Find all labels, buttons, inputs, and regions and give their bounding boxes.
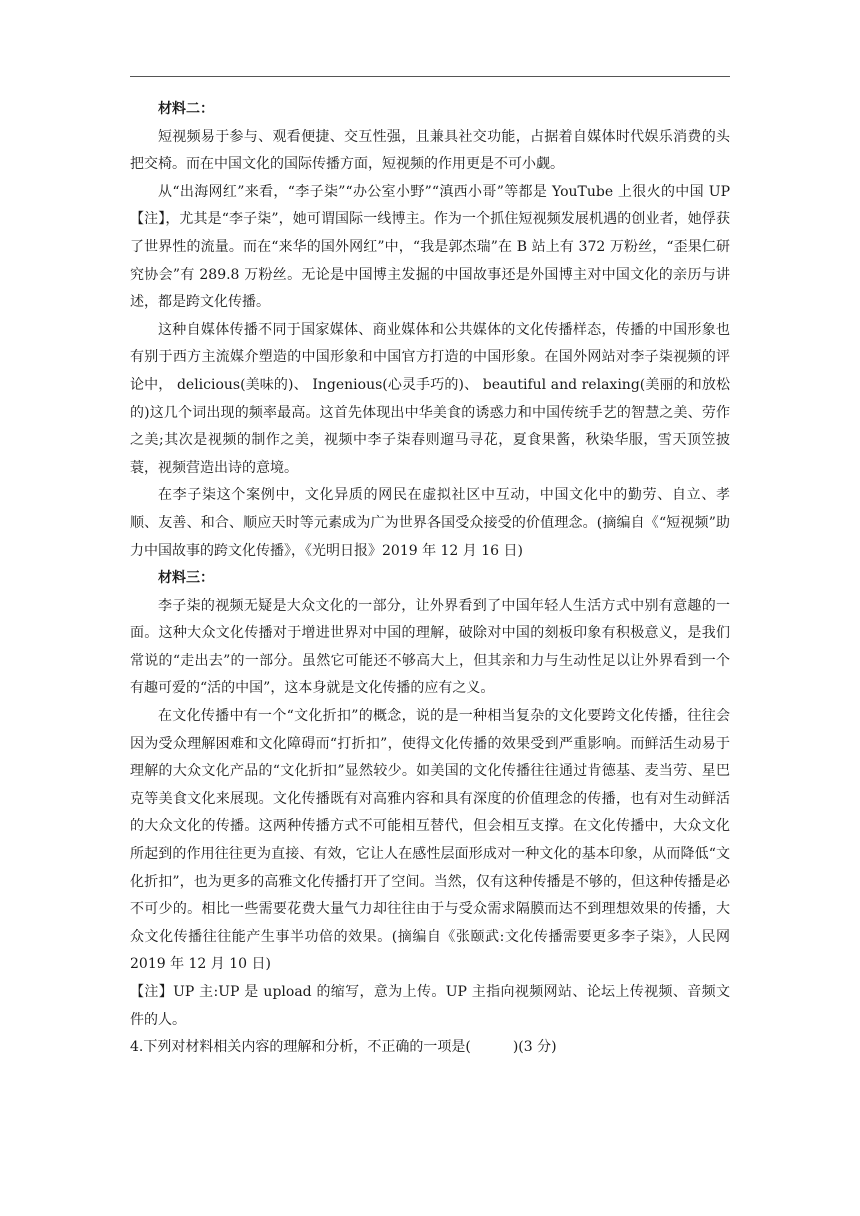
material-2-paragraph-3: 这种自媒体传播不同于国家媒体、商业媒体和公共媒体的文化传播样态，传播的中国形象也有别于西方主流媒介塑造的中国形象和中国官方打造的中国形象。在国外网站对李子柒视频的评论中， delicious(美味的)、 Ingenious(心灵手巧的)、 beautiful and relaxing(美丽的和放松的)这几个词出现的频率最高。这首先体现出中华美食的诱惑力和中国传统手艺的智慧之美、劳作之美;其次是视频的制作之美，视频中李子柒春则遛马寻花，夏食果酱，秋染华服，雪天顶笠披蓑，视频营造出诗的意境。	[130, 321, 730, 476]
footnote: 【注】UP 主:UP 是 upload 的缩写，意为上传。UP 主指向视频网站、论坛上传视频、音频文件的人。	[130, 984, 730, 1028]
question-4: 4.下列对材料相关内容的理解和分析，不正确的一项是( )(3 分)	[130, 1039, 557, 1056]
material-3-heading: 材料三：	[158, 570, 214, 587]
material-2-paragraph-4: 在李子柒这个案例中，文化异质的网民在虚拟社区中互动，中国文化中的勤劳、自立、孝顺、友善、和合、顺应天时等元素成为广为世界各国受众接受的价值理念。(摘编自《“短视频”助力中国故事的跨文化传播》，《光明日报》2019 年 12 月 16 日)	[130, 487, 730, 559]
material-2-paragraph-1: 短视频易于参与、观看便捷、交互性强，且兼具社交功能，占据着自媒体时代娱乐消费的头把交椅。而在中国文化的国际传播方面，短视频的作用更是不可小觑。	[130, 128, 730, 173]
material-3-paragraph-1: 李子柒的视频无疑是大众文化的一部分，让外界看到了中国年轻人生活方式中别有意趣的一面。这种大众文化传播对于增进世界对中国的理解，破除对中国的刻板印象有积极意义，是我们常说的“走出去”的一部分。虽然它可能还不够高大上，但其亲和力与生动性足以让外界看到一个有趣可爱的“活的中国”，这本身就是文化传播的应有之义。	[130, 597, 730, 697]
document-body	[130, 96, 730, 1062]
material-2-heading: 材料二：	[158, 101, 214, 117]
material-2-paragraph-2: 从“出海网红”来看，“李子柒”“办公室小野”“滇西小哥”等都是 YouTube 上很火的中国 UP【注】，尤其是“李子柒”，她可谓国际一线博主。作为一个抓住短视频发展机遇的创业者，她俘获了世界性的流量。而在“来华的国外网红”中，“我是郭杰瑞”在 B 站上有 372 万粉丝，“歪果仁研究协会”有 289.8 万粉丝。无论是中国博主发掘的中国故事还是外国博主对中国文化的亲历与讲述，都是跨文化传播。	[130, 183, 730, 311]
header-rule	[130, 76, 730, 77]
material-3-paragraph-2: 在文化传播中有一个“文化折扣”的概念，说的是一种相当复杂的文化要跨文化传播，往往会因为受众理解困难和文化障碍而“打折扣”，使得文化传播的效果受到严重影响。而鲜活生动易于理解的大众文化产品的“文化折扣”显然较少。如美国的文化传播往往通过肯德基、麦当劳、星巴克等美食文化来展现。文化传播既有对高雅内容和具有深度的价值理念的传播，也有对生动鲜活的大众文化的传播。这两种传播方式不可能相互替代，但会相互支撑。在文化传播中，大众文化所起到的作用往往更为直接、有效，它让人在感性层面形成对一种文化的基本印象，从而降低“文化折扣”，也为更多的高雅文化传播打开了空间。当然，仅有这种传播是不够的，但这种传播是必不可少的。相比一些需要花费大量气力却往往由于与受众需求隔膜而达不到理想效果的传播，大众文化传播往往能产生事半功倍的效果。(摘编自《张颐武:文化传播需要更多李子柒》，人民网 2019 年 12 月 10 日)	[130, 708, 730, 973]
